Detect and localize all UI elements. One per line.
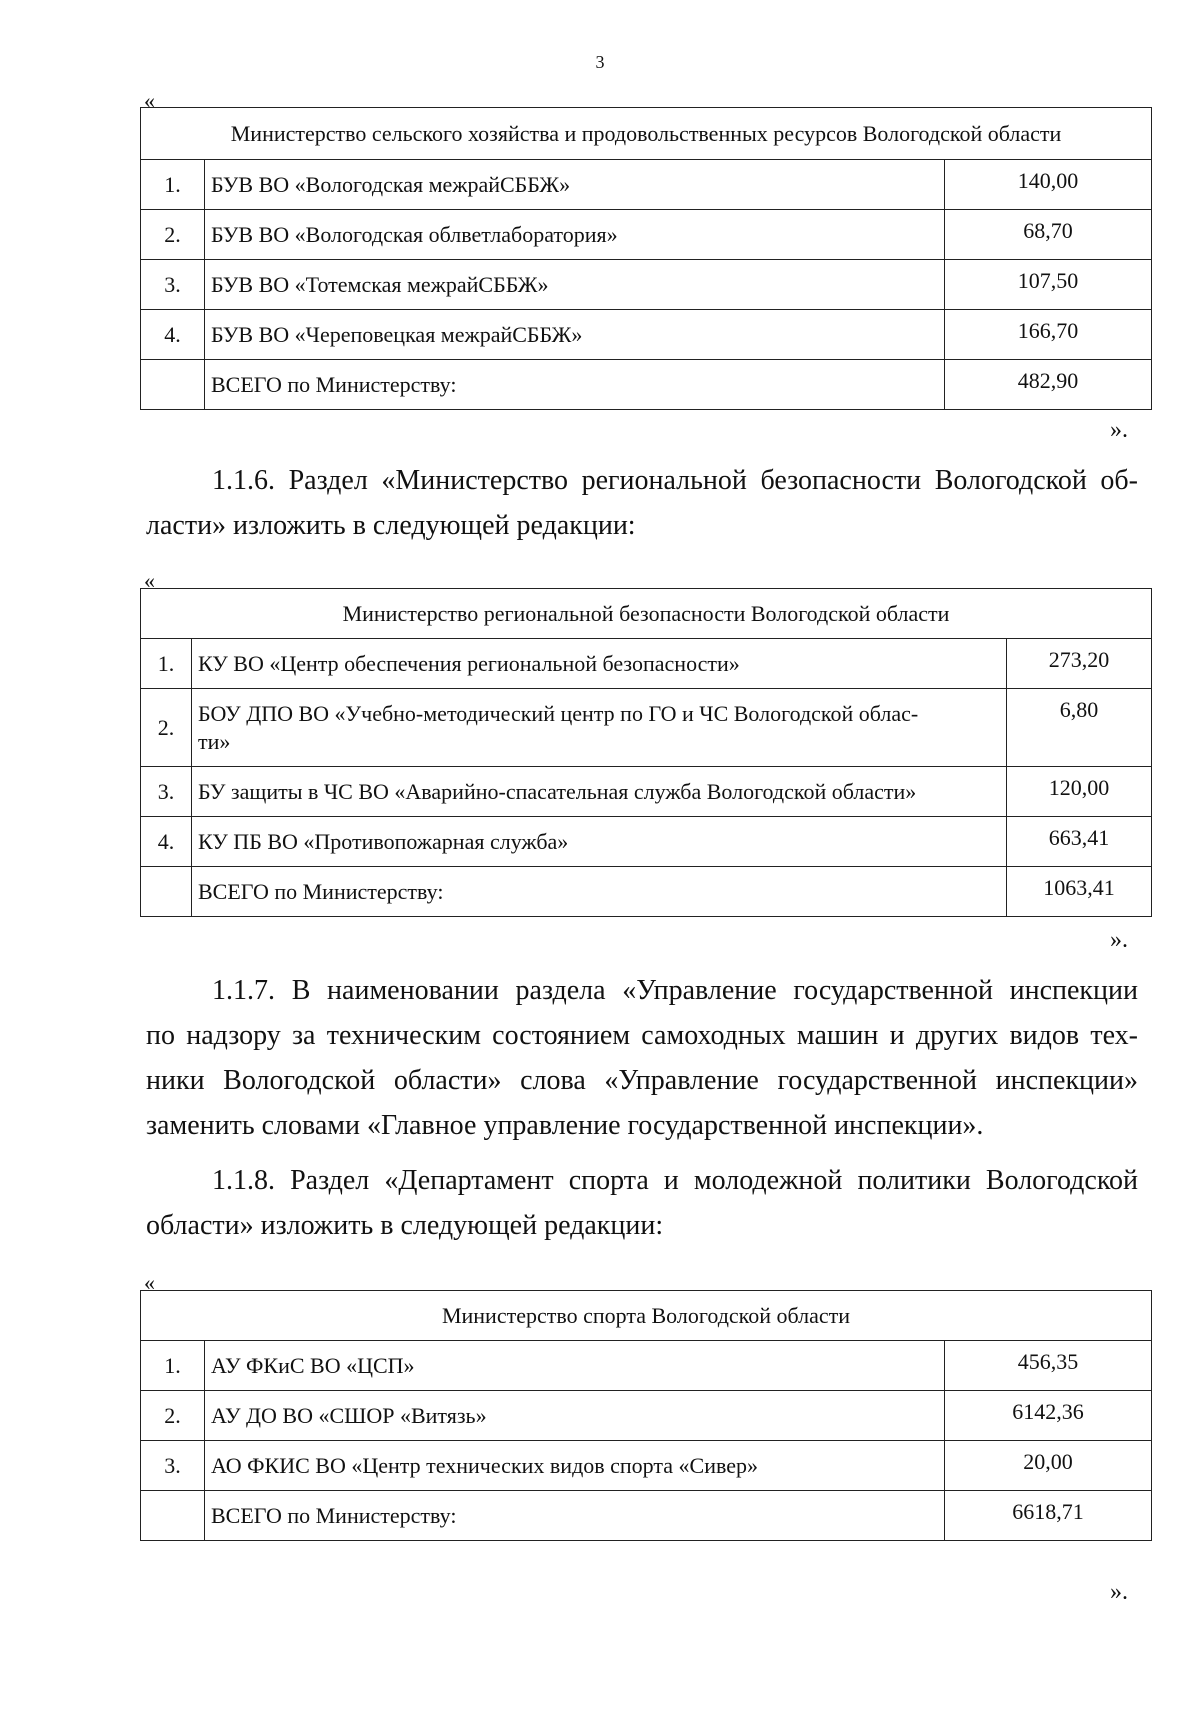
- row-number: 3.: [141, 1441, 205, 1491]
- quote-open: «: [144, 568, 155, 593]
- row-number: 4.: [141, 817, 192, 867]
- row-number: 2.: [141, 1391, 205, 1441]
- row-value: 166,70: [945, 310, 1152, 360]
- paragraph-line: заменить словами «Главное управление государственной инспекции».: [146, 1110, 984, 1141]
- row-value: 6,80: [1007, 689, 1152, 767]
- paragraph-line: 1.1.7. В наименовании раздела «Управление государственной инспекции: [212, 975, 1138, 1006]
- table-row: [141, 1441, 1152, 1491]
- table-row: [141, 817, 1152, 867]
- row-name: АО ФКИС ВО «Центр технических видов спорта «Сивер»: [205, 1441, 945, 1491]
- row-number: 3.: [141, 260, 205, 310]
- row-value: 273,20: [1007, 639, 1152, 689]
- quote-close: ».: [1110, 1579, 1128, 1605]
- row-name: АУ ФКиС ВО «ЦСП»: [205, 1341, 945, 1391]
- row-name: АУ ДО ВО «СШОР «Витязь»: [205, 1391, 945, 1441]
- table-agriculture-ministry: [140, 107, 1152, 410]
- row-name: КУ ВО «Центр обеспечения региональной безопасности»: [192, 639, 1007, 689]
- row-name: БУВ ВО «Тотемская межрайСББЖ»: [205, 260, 945, 310]
- row-value: 107,50: [945, 260, 1152, 310]
- row-number: 3.: [141, 767, 192, 817]
- table-header: Министерство сельского хозяйства и продовольственных ресурсов Вологодской области: [141, 108, 1152, 160]
- row-value: 120,00: [1007, 767, 1152, 817]
- quote-close: ».: [1110, 927, 1128, 953]
- row-name: БУВ ВО «Череповецкая межрайСББЖ»: [205, 310, 945, 360]
- table-header: Министерство региональной безопасности Вологодской области: [141, 589, 1152, 639]
- table-row: [141, 310, 1152, 360]
- table-row: [141, 1391, 1152, 1441]
- row-number: 2.: [141, 689, 192, 767]
- row-number-empty: [141, 360, 205, 410]
- quote-close: ».: [1110, 417, 1128, 443]
- table-row: [141, 260, 1152, 310]
- paragraph-1-1-8: [146, 1158, 1138, 1248]
- paragraph-1-1-7: [146, 968, 1138, 1148]
- row-name: [192, 689, 1007, 767]
- quote-open: «: [144, 1270, 155, 1295]
- paragraph-line: по надзору за техническим состоянием самоходных машин и других видов тех-: [146, 1020, 1138, 1051]
- paragraph-line: 1.1.8. Раздел «Департамент спорта и молодежной политики Вологодской: [212, 1165, 1138, 1196]
- table-total-row: [141, 360, 1152, 410]
- table-row: [141, 689, 1152, 767]
- total-value: 1063,41: [1007, 867, 1152, 917]
- table-sports-ministry: [140, 1290, 1152, 1541]
- total-label: ВСЕГО по Министерству:: [205, 1491, 945, 1541]
- total-label: ВСЕГО по Министерству:: [192, 867, 1007, 917]
- row-number: 2.: [141, 210, 205, 260]
- table-row: [141, 639, 1152, 689]
- row-name-line: БОУ ДПО ВО «Учебно-методический центр по ГО и ЧС Вологодской облас-: [198, 700, 919, 726]
- total-value: 482,90: [945, 360, 1152, 410]
- row-value: 663,41: [1007, 817, 1152, 867]
- row-number: 1.: [141, 160, 205, 210]
- table-total-row: [141, 867, 1152, 917]
- paragraph-1-1-6: [146, 458, 1138, 548]
- paragraph-line: ласти» изложить в следующей редакции:: [146, 510, 636, 541]
- table-row: [141, 160, 1152, 210]
- paragraph-line: области» изложить в следующей редакции:: [146, 1210, 664, 1241]
- row-number: 1.: [141, 1341, 205, 1391]
- total-value: 6618,71: [945, 1491, 1152, 1541]
- row-value: 140,00: [945, 160, 1152, 210]
- row-name-line: ти»: [198, 728, 231, 754]
- page-number: 3: [595, 52, 605, 72]
- table-row: [141, 210, 1152, 260]
- table-regional-security-ministry: [140, 588, 1152, 917]
- row-name: КУ ПБ ВО «Противопожарная служба»: [192, 817, 1007, 867]
- row-number-empty: [141, 867, 192, 917]
- row-name: БУ защиты в ЧС ВО «Аварийно-спасательная служба Вологодской области»: [192, 767, 1007, 817]
- row-number: 4.: [141, 310, 205, 360]
- quote-open: «: [144, 88, 155, 113]
- total-label: ВСЕГО по Министерству:: [205, 360, 945, 410]
- row-name: БУВ ВО «Вологодская межрайСББЖ»: [205, 160, 945, 210]
- row-value: 6142,36: [945, 1391, 1152, 1441]
- row-value: 68,70: [945, 210, 1152, 260]
- table-row: [141, 767, 1152, 817]
- row-number-empty: [141, 1491, 205, 1541]
- row-value: 20,00: [945, 1441, 1152, 1491]
- table-row: [141, 1341, 1152, 1391]
- row-number: 1.: [141, 639, 192, 689]
- table-total-row: [141, 1491, 1152, 1541]
- table-header: Министерство спорта Вологодской области: [141, 1291, 1152, 1341]
- paragraph-line: ники Вологодской области» слова «Управление государственной инспекции»: [146, 1065, 1138, 1096]
- row-value: 456,35: [945, 1341, 1152, 1391]
- row-name: БУВ ВО «Вологодская облветлаборатория»: [205, 210, 945, 260]
- paragraph-line: 1.1.6. Раздел «Министерство региональной безопасности Вологодской об-: [212, 465, 1138, 496]
